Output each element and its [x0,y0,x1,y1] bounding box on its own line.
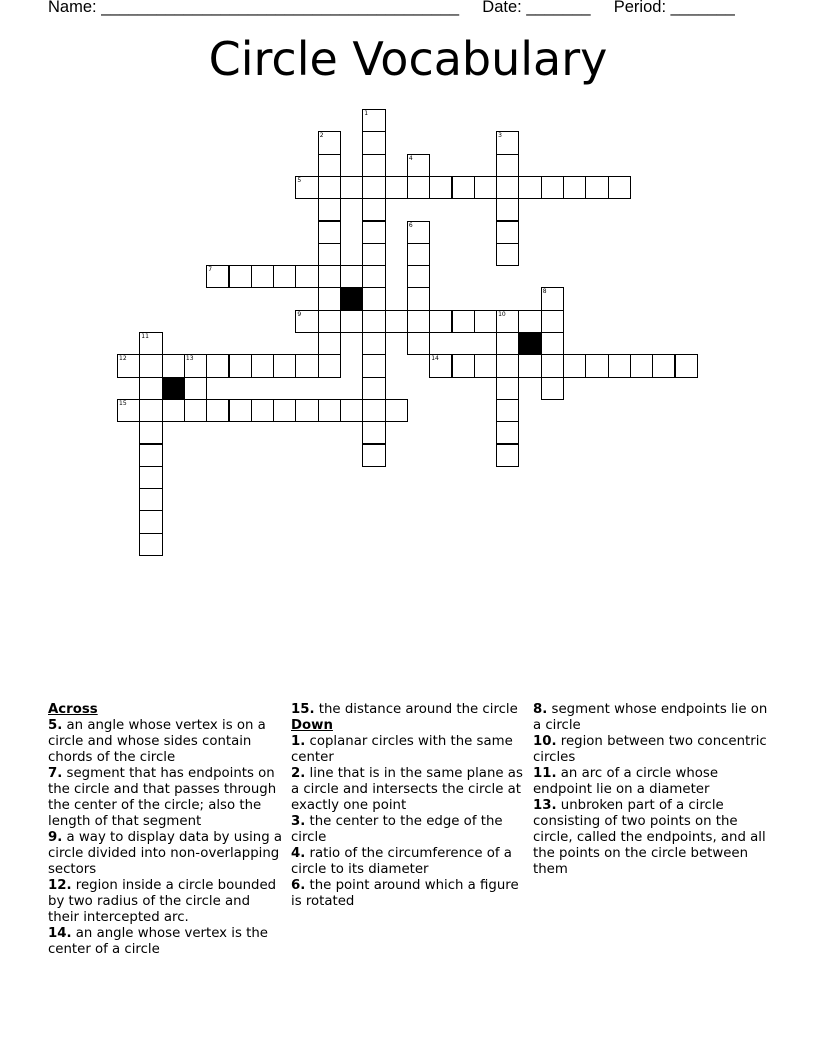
grid-block [340,287,363,310]
grid-cell[interactable] [362,399,385,422]
clue-item [48,718,284,766]
grid-cell[interactable] [474,310,497,333]
grid-cell[interactable] [206,354,229,377]
grid-cell[interactable] [139,488,162,511]
clue-number: 5 [297,176,302,184]
grid-cell[interactable] [362,176,385,199]
grid-cell[interactable] [496,221,519,244]
grid-cell[interactable] [273,399,296,422]
grid-cell[interactable] [139,354,162,377]
grid-cell[interactable] [496,399,519,422]
grid-cell[interactable] [474,354,497,377]
grid-cell[interactable] [139,510,162,533]
grid-cell[interactable] [318,310,341,333]
clue-number: 9 [297,310,302,318]
grid-cell[interactable] [541,287,564,310]
grid-cell[interactable] [407,221,430,244]
clue-item-number: 9. [48,830,63,845]
clue-item-number: 11. [533,766,557,781]
grid-cell[interactable] [407,310,430,333]
clue-item [533,702,769,734]
clue-item [48,878,284,926]
clue-number: 15 [119,399,127,407]
grid-cell[interactable] [251,399,274,422]
grid-cell[interactable] [318,399,341,422]
clue-item-number: 14. [48,926,72,941]
grid-cell[interactable] [362,221,385,244]
grid-cell[interactable] [340,399,363,422]
grid-cell[interactable] [496,198,519,221]
grid-cell[interactable] [318,131,341,154]
clue-item-number: 10. [533,734,557,749]
clue-item-text: segment whose endpoints lie on a circle [533,702,768,733]
grid-cell[interactable] [139,399,162,422]
grid-cell[interactable] [496,332,519,355]
clue-item-number: 3. [291,814,306,829]
grid-cell[interactable] [452,310,475,333]
clue-item-text: the distance around the circle [314,702,518,717]
clue-column-3 [533,702,769,878]
clue-item-number: 6. [291,878,306,893]
clue-item [533,766,769,798]
clue-number: 2 [319,132,324,140]
grid-cell[interactable] [362,332,385,355]
grid-cell[interactable] [295,176,318,199]
clue-column-1 [48,702,284,958]
clue-item-text: the center to the edge of the circle [291,814,503,845]
clue-item-text: an angle whose vertex is on a circle and whose sides contain chords of the circle [48,718,266,765]
grid-cell[interactable] [407,154,430,177]
grid-cell[interactable] [184,354,207,377]
date-line: _______ [526,0,591,16]
grid-cell[interactable] [206,265,229,288]
clue-item-number: 7. [48,766,63,781]
clue-item-text: a way to display data by using a circle divided into non-overlapping sectors [48,830,283,877]
period-line: _______ [670,0,735,16]
clue-item [48,766,284,830]
clue-number: 11 [141,333,149,340]
grid-cell[interactable] [318,265,341,288]
grid-cell[interactable] [362,265,385,288]
grid-cell[interactable] [340,310,363,333]
grid-cell[interactable] [251,354,274,377]
grid-cell[interactable] [362,287,385,310]
clue-section-heading: Down [291,718,333,733]
grid-block [162,377,185,400]
grid-cell[interactable] [362,444,385,467]
grid-cell[interactable] [206,399,229,422]
grid-cell[interactable] [630,354,653,377]
grid-cell[interactable] [452,176,475,199]
grid-cell[interactable] [318,198,341,221]
grid-cell[interactable] [407,176,430,199]
grid-cell[interactable] [162,399,185,422]
grid-cell[interactable] [385,176,408,199]
grid-cell[interactable] [318,332,341,355]
grid-cell[interactable] [385,310,408,333]
grid-cell[interactable] [117,399,140,422]
grid-cell[interactable] [318,154,341,177]
grid-cell[interactable] [563,354,586,377]
clue-item-text: segment that has endpoints on the circle and that passes through the center of the circle; also the length of that segment [48,766,277,829]
grid-cell[interactable] [362,109,385,132]
grid-cell[interactable] [541,377,564,400]
grid-cell[interactable] [318,354,341,377]
grid-cell[interactable] [184,399,207,422]
grid-cell[interactable] [496,354,519,377]
grid-cell[interactable] [429,310,452,333]
grid-cell[interactable] [474,176,497,199]
clue-item-number: 8. [533,702,548,717]
grid-cell[interactable] [362,354,385,377]
grid-cell[interactable] [362,243,385,266]
clue-item-text: ratio of the circumference of a circle to its diameter [291,846,512,877]
grid-cell[interactable] [139,332,162,355]
grid-cell[interactable] [139,444,162,467]
grid-cell[interactable] [585,354,608,377]
clue-item-number: 2. [291,766,306,781]
grid-cell[interactable] [251,265,274,288]
grid-cell[interactable] [362,131,385,154]
clue-item [48,830,284,878]
clue-item-text: an angle whose vertex is the center of a circle [48,926,268,957]
grid-cell[interactable] [608,176,631,199]
grid-cell[interactable] [452,354,475,377]
grid-cell[interactable] [362,154,385,177]
grid-cell[interactable] [518,310,541,333]
grid-cell[interactable] [541,310,564,333]
clue-column-2 [291,702,527,910]
clue-item [291,846,527,878]
clue-number: 7 [208,266,213,274]
clue-item [48,926,284,958]
grid-cell[interactable] [229,354,252,377]
grid-cell[interactable] [496,176,519,199]
clue-number: 3 [498,132,502,140]
grid-cell[interactable] [496,243,519,266]
clue-item [533,734,769,766]
clue-item-number: 12. [48,878,72,893]
grid-cell[interactable] [518,354,541,377]
clue-item-number: 4. [291,846,306,861]
grid-cell[interactable] [318,176,341,199]
grid-cell[interactable] [295,399,318,422]
clue-item [291,734,527,766]
grid-cell[interactable] [139,421,162,444]
clue-item-text: line that is in the same plane as a circle and intersects the circle at exactly one point [291,766,523,813]
grid-cell[interactable] [139,533,162,556]
grid-cell[interactable] [385,399,408,422]
grid-cell[interactable] [496,421,519,444]
clue-item-text: the point around which a figure is rotated [291,878,519,909]
grid-cell[interactable] [563,176,586,199]
grid-cell[interactable] [229,265,252,288]
clue-item-text: region between two concentric circles [533,734,767,765]
grid-cell[interactable] [362,310,385,333]
clue-item [291,702,527,718]
period-label: Period: [613,0,667,16]
grid-cell[interactable] [139,377,162,400]
clue-number: 10 [498,310,506,318]
clue-number: 12 [119,355,127,363]
grid-cell[interactable] [496,154,519,177]
grid-cell[interactable] [340,176,363,199]
student-info-header [48,0,735,17]
clue-number: 14 [431,355,439,363]
grid-cell[interactable] [407,265,430,288]
grid-cell[interactable] [117,354,140,377]
clue-item-text: region inside a circle bounded by two radius of the circle and their intercepted arc. [48,878,277,925]
clue-item [291,814,527,846]
grid-cell[interactable] [496,131,519,154]
grid-cell[interactable] [652,354,675,377]
clue-item-number: 1. [291,734,306,749]
date-label: Date: [482,0,522,16]
grid-cell[interactable] [407,332,430,355]
grid-cell[interactable] [407,243,430,266]
grid-cell[interactable] [585,176,608,199]
clue-item-number: 13. [533,798,557,813]
grid-cell[interactable] [608,354,631,377]
clue-section-heading: Across [48,702,98,717]
page-title: Circle Vocabulary [208,32,608,86]
grid-cell[interactable] [518,176,541,199]
clue-item [533,798,769,878]
clue-number: 13 [185,355,194,363]
grid-cell[interactable] [541,354,564,377]
grid-cell[interactable] [162,354,185,377]
clue-item-text: unbroken part of a circle consisting of two points on the circle, called the endpoints, and all the points on the circle between them [533,798,766,877]
grid-cell[interactable] [362,198,385,221]
clue-item [291,878,527,910]
clue-number: 1 [364,110,369,117]
grid-cell[interactable] [496,444,519,467]
name-label: Name: [48,0,97,16]
grid-cell[interactable] [139,466,162,489]
grid-cell[interactable] [429,176,452,199]
name-line: _______________________________________ [101,0,460,16]
grid-cell[interactable] [407,287,430,310]
grid-cell[interactable] [318,243,341,266]
grid-block [518,332,541,355]
clue-item-text: an arc of a circle whose endpoint lie on a diameter [533,766,719,797]
grid-cell[interactable] [318,221,341,244]
clue-number: 8 [542,288,547,296]
clue-item-text: coplanar circles with the same center [291,734,513,765]
grid-cell[interactable] [541,176,564,199]
grid-cell[interactable] [675,354,698,377]
clue-item-number: 5. [48,718,63,733]
grid-cell[interactable] [273,265,296,288]
grid-cell[interactable] [273,354,296,377]
grid-cell[interactable] [184,377,207,400]
grid-cell[interactable] [496,310,519,333]
grid-cell[interactable] [362,377,385,400]
grid-cell[interactable] [541,332,564,355]
clue-item [291,766,527,814]
grid-cell[interactable] [429,354,452,377]
clue-number: 6 [408,221,413,229]
grid-cell[interactable] [318,287,341,310]
grid-cell[interactable] [496,377,519,400]
grid-cell[interactable] [295,265,318,288]
grid-cell[interactable] [340,265,363,288]
clue-number: 4 [408,154,413,162]
grid-cell[interactable] [229,399,252,422]
grid-cell[interactable] [295,354,318,377]
grid-cell[interactable] [362,421,385,444]
clue-item-number: 15. [291,702,315,717]
grid-cell[interactable] [295,310,318,333]
